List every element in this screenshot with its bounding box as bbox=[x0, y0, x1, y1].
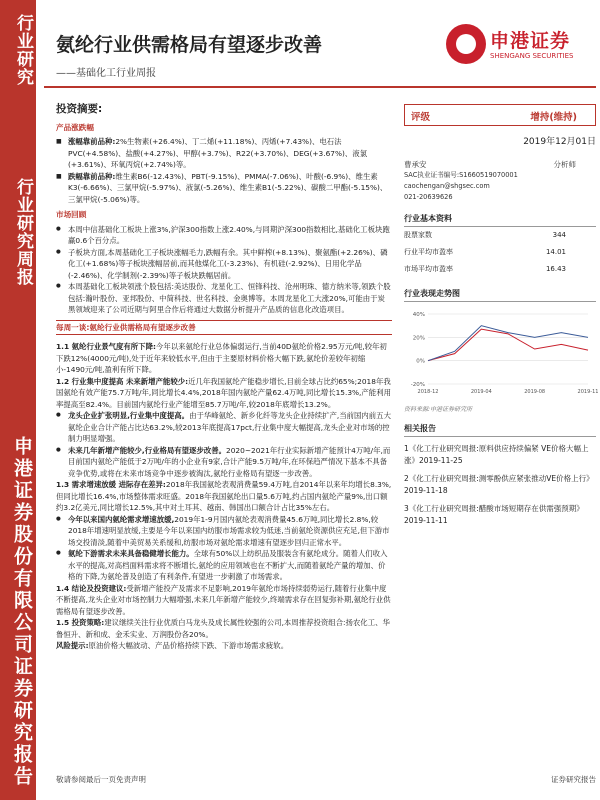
market-section-title: 市场回顾 bbox=[56, 210, 87, 219]
related-reports bbox=[404, 443, 596, 527]
analyst-info bbox=[404, 159, 596, 203]
section-1-3: 1.3 需求增速放缓 进际存在差异:2018年我国氨纶表观消费量59.4万吨,自2014年以来年均增长8.3%,但同比增长16.4%,市场整体需求旺盛。2018年我国氨纶出口量5.6万吨,约占国内氨纶产量9%,出口额约3.2亿美元,同比增长12.5%,其中对土耳其、越南、韩国出口额合计占比35%左右。 bbox=[56, 480, 392, 512]
basic-info-row: 行业平均市盈率 14.01 bbox=[404, 248, 566, 256]
x-tick-label: 2019-11 bbox=[577, 389, 599, 395]
market-item: ● 本周基础化工板块领涨个股包括:美达股份、龙星化工、恒锋科技、沧州明珠、德方纳米等,领跌个股包括:瀚叶股份、亚邦股份、中简科技、世名科技、金奥博等。本周龙星化工大涨20%,可能由于炭黑领域迎来了公司近期与阿里合作后将通过大数据分析提升产品质的信息化改造项目。 bbox=[56, 281, 392, 316]
analyst-name: 曹承安 bbox=[404, 160, 427, 169]
summary-heading: 投资摘要: bbox=[56, 103, 103, 115]
x-tick-label: 2019-08 bbox=[524, 389, 546, 395]
section-1-4: 1.4 结论及投资建议:受新增产能投产及需求不足影响,2019年氨纶市场持续弱势运行,随着行业集中度不断提高,龙头企业对市场控制力大幅增强,未来几年新增产能较少,终端需求存在回复弥补期,氨纶行业供需格局有望逐步改善。 bbox=[56, 583, 391, 616]
report-date: 2019年12月01日 bbox=[523, 137, 596, 147]
company-logo bbox=[446, 24, 596, 74]
page-title: 氨纶行业供需格局有望逐步改善 bbox=[56, 34, 323, 56]
related-report-link[interactable]: 2《化工行业研究周报:测零酚供应紧张推动VE价格上行》2019-11-18 bbox=[404, 474, 594, 495]
logo-en: SHENGANG SECURITIES bbox=[490, 52, 574, 60]
market-item: ● 本周中信基础化工板块上涨3%,沪深300指数上涨2.40%,与同期沪深300指数相比,基础化工板块跑赢0.6个百分点。 bbox=[56, 224, 392, 247]
sidebar-top-label: 行业研究 bbox=[13, 14, 33, 86]
sidebar-bottom-label: 申港证券股份有限公司证券研究报告 bbox=[11, 436, 33, 788]
section-1-2-bullet: ● 龙头企业扩张明显,行业集中度提高。由于华峰氨纶、新乡化纤等龙头企业持续扩产,当前国内前五大氨纶企业合计产能占比达63.2%,较2013年底提高17pct,行业集中度大幅提高,龙头企业对市场的控制力明显增强。 bbox=[56, 410, 392, 445]
up-list: ■ 涨幅靠前品种:2%生物素(+26.4%)、丁二烯(+11.18%)、丙烯(+7.43%)、电石法PVC(+4.58%)、盐酸(+4.27%)、甲醇(+3.7%)、R22(+3.70%)、DEG(+3.67%)、液氯(+3.61%)、环氧丙烷(+2.74%)等。 bbox=[56, 136, 392, 171]
performance-chart-svg bbox=[404, 308, 599, 400]
header-divider bbox=[44, 86, 596, 88]
section-1-2: 1.2 行业集中度提高 未来新增产能较少:近几年我国氨纶产能稳步增长,目前全球占比约65%;2018年我国氨纶有效产能75.7万吨/年,同比增长4.4%,2018年国内氨纶产量62.4万吨,同比增长15.3%,产能利用率提高至82.4%。目前国内氨纶行业产能增至85.7万吨/年,较2018年底增长13.2%。 bbox=[56, 376, 391, 409]
market-item: ● 子板块方面,本周基础化工子板块涨幅毛力,跌幅有余。其中鲜榨(+8.13%)、聚氨酯(+2.26%)、磷化工(+1.68%)等子板块涨幅居前,而其他煤化工(-3.23%)、有机硅(-2.92%)、日用化学品(-2.46%)、化学制剂(-2.39%)等子板块跌幅居前。 bbox=[56, 247, 392, 282]
y-tick-label: 0% bbox=[416, 358, 425, 365]
section-1-3-bullet: ● 今年以来国内氨纶需求增速放缓,2019年1-9月国内氨纶表观消费量45.6万吨,同比增长2.8%,较2018年增速明显放缓,主要是今年以来国内纺服市场需求较为低迷,当前氨纶资源供应充足,但下游市场交投清淡,随着中美贸易关系缓和,纺服市场对氨纶需求增速有望逐步回归正常水平。 bbox=[56, 514, 392, 549]
analyst-email[interactable]: caochengan@shgsec.com bbox=[404, 182, 490, 190]
section-1-3-bullet: ● 氨纶下游需求未来具备稳健增长能力。全球有50%以上纺织品及服装含有氨纶成分。随着人们收入水平的提高,对高档面料需求将不断增长,氨纶的应用领域也在不断扩大,而随着氨纶产量的增加、价格的下降,为氨纶普及创造了有利条件,有望进一步刺激了市场需求。 bbox=[56, 548, 392, 583]
section-1-5: 1.5 投资策略:建议继续关注行业优质白马龙头及成长属性较强的公司,本周推荐投资组合:扬农化工、华鲁恒升、新和成、金禾实业、万润股份各20%。 bbox=[56, 618, 390, 639]
footer-label: 证券研究报告 bbox=[551, 775, 596, 784]
rating-box bbox=[404, 104, 596, 126]
analyst-phone: 021-20639626 bbox=[404, 193, 453, 201]
chart-source: 资料来源:申港证券研究所 bbox=[404, 406, 473, 413]
related-heading: 相关报告 bbox=[404, 423, 596, 437]
basic-info-table bbox=[404, 227, 596, 278]
sidebar bbox=[0, 0, 36, 800]
y-tick-label: 20% bbox=[412, 335, 425, 342]
logo-cn: 申港证券 bbox=[490, 30, 571, 52]
basic-info-row: 市场平均市盈率 16.43 bbox=[404, 265, 566, 273]
section-1-2-bullet: ● 未来几年新增产能较少,行业格局有望逐步改善。2020~2021年行业实际新增产能预计4万吨/年,而目前国内氨纶产能低于2万吨/年的小企业有9家,合计产能9.5万吨/年,在环保趋严情况下基本不具备竞争优势,或将在未来市场竞争中逐步被淘汰,氨纶行业格局有望逐一步改善。 bbox=[56, 445, 392, 480]
basic-info-row: 股票家数 344 bbox=[404, 231, 566, 239]
y-tick-label: 40% bbox=[412, 312, 425, 318]
sidebar-mid-label: 行业研究周报 bbox=[13, 178, 33, 286]
rating-value: 增持(维持) bbox=[530, 112, 577, 123]
section-1-1: 1.1 氨纶行业景气度有所下降:今年以来氨纶行业总体偏弱运行,当前40D氨纶价格2.95万元/吨,较年初下跌12%(4000元/吨),处于近年来较低水平,但由于主要原材料价格大幅下跌,氨纶价差较年初缩小-1490元/吨,盈利有所下降。 bbox=[56, 342, 387, 374]
related-report-link[interactable]: 1《化工行业研究周报:原料供应持续偏紧 VE价格大幅上涨》2019-11-25 bbox=[404, 444, 589, 465]
y-tick-label: -20% bbox=[410, 382, 425, 388]
analyst-sac: SAC执业证书编号:S1660519070001 bbox=[404, 171, 518, 179]
price-section-title: 产品涨跌幅 bbox=[56, 122, 94, 132]
rating-label: 评级 bbox=[411, 112, 431, 123]
x-tick-label: 2018-12 bbox=[417, 389, 439, 395]
down-list: ■ 跌幅靠前品种:维生素B6(-12.43%)、PBT(-9.15%)、PMMA(-7.06%)、叶酸(-6.9%)、维生素K3(-6.66%)、三氯甲烷(-5.97%)、液氯(-5.26%)、维生素B1(-5.22%)、碳酸二甲酯(-5.15%)、三氯甲烷(-5.06%)等。 bbox=[56, 171, 392, 206]
related-report-link[interactable]: 3《化工行业研究周报:醋酸市场短期存在供需强预期》2019-11-11 bbox=[404, 504, 584, 525]
logo-mark-icon bbox=[446, 24, 486, 64]
page-subtitle: ——基础化工行业周报 bbox=[56, 68, 156, 79]
x-tick-label: 2019-04 bbox=[470, 389, 492, 395]
footer-disclaimer[interactable]: 敬请参阅最后一页免责声明 bbox=[56, 775, 146, 784]
weekly-topic-banner: 每周一谈:氨纶行业供需格局有望逐步改善 bbox=[56, 320, 392, 336]
analyst-role: 分析师 bbox=[553, 160, 576, 169]
summary-column bbox=[56, 104, 392, 652]
chart-heading: 行业表现走势图 bbox=[404, 288, 596, 302]
footer bbox=[56, 774, 596, 785]
series-line bbox=[428, 329, 588, 361]
sidebar-info-column bbox=[404, 104, 599, 533]
risk-warning: 风险提示:原油价格大幅波动、产品价格持续下跌、下游市场需求疲软。 bbox=[56, 641, 289, 650]
basic-info-heading: 行业基本资料 bbox=[404, 213, 596, 227]
series-line bbox=[428, 326, 588, 361]
performance-chart bbox=[404, 308, 599, 402]
